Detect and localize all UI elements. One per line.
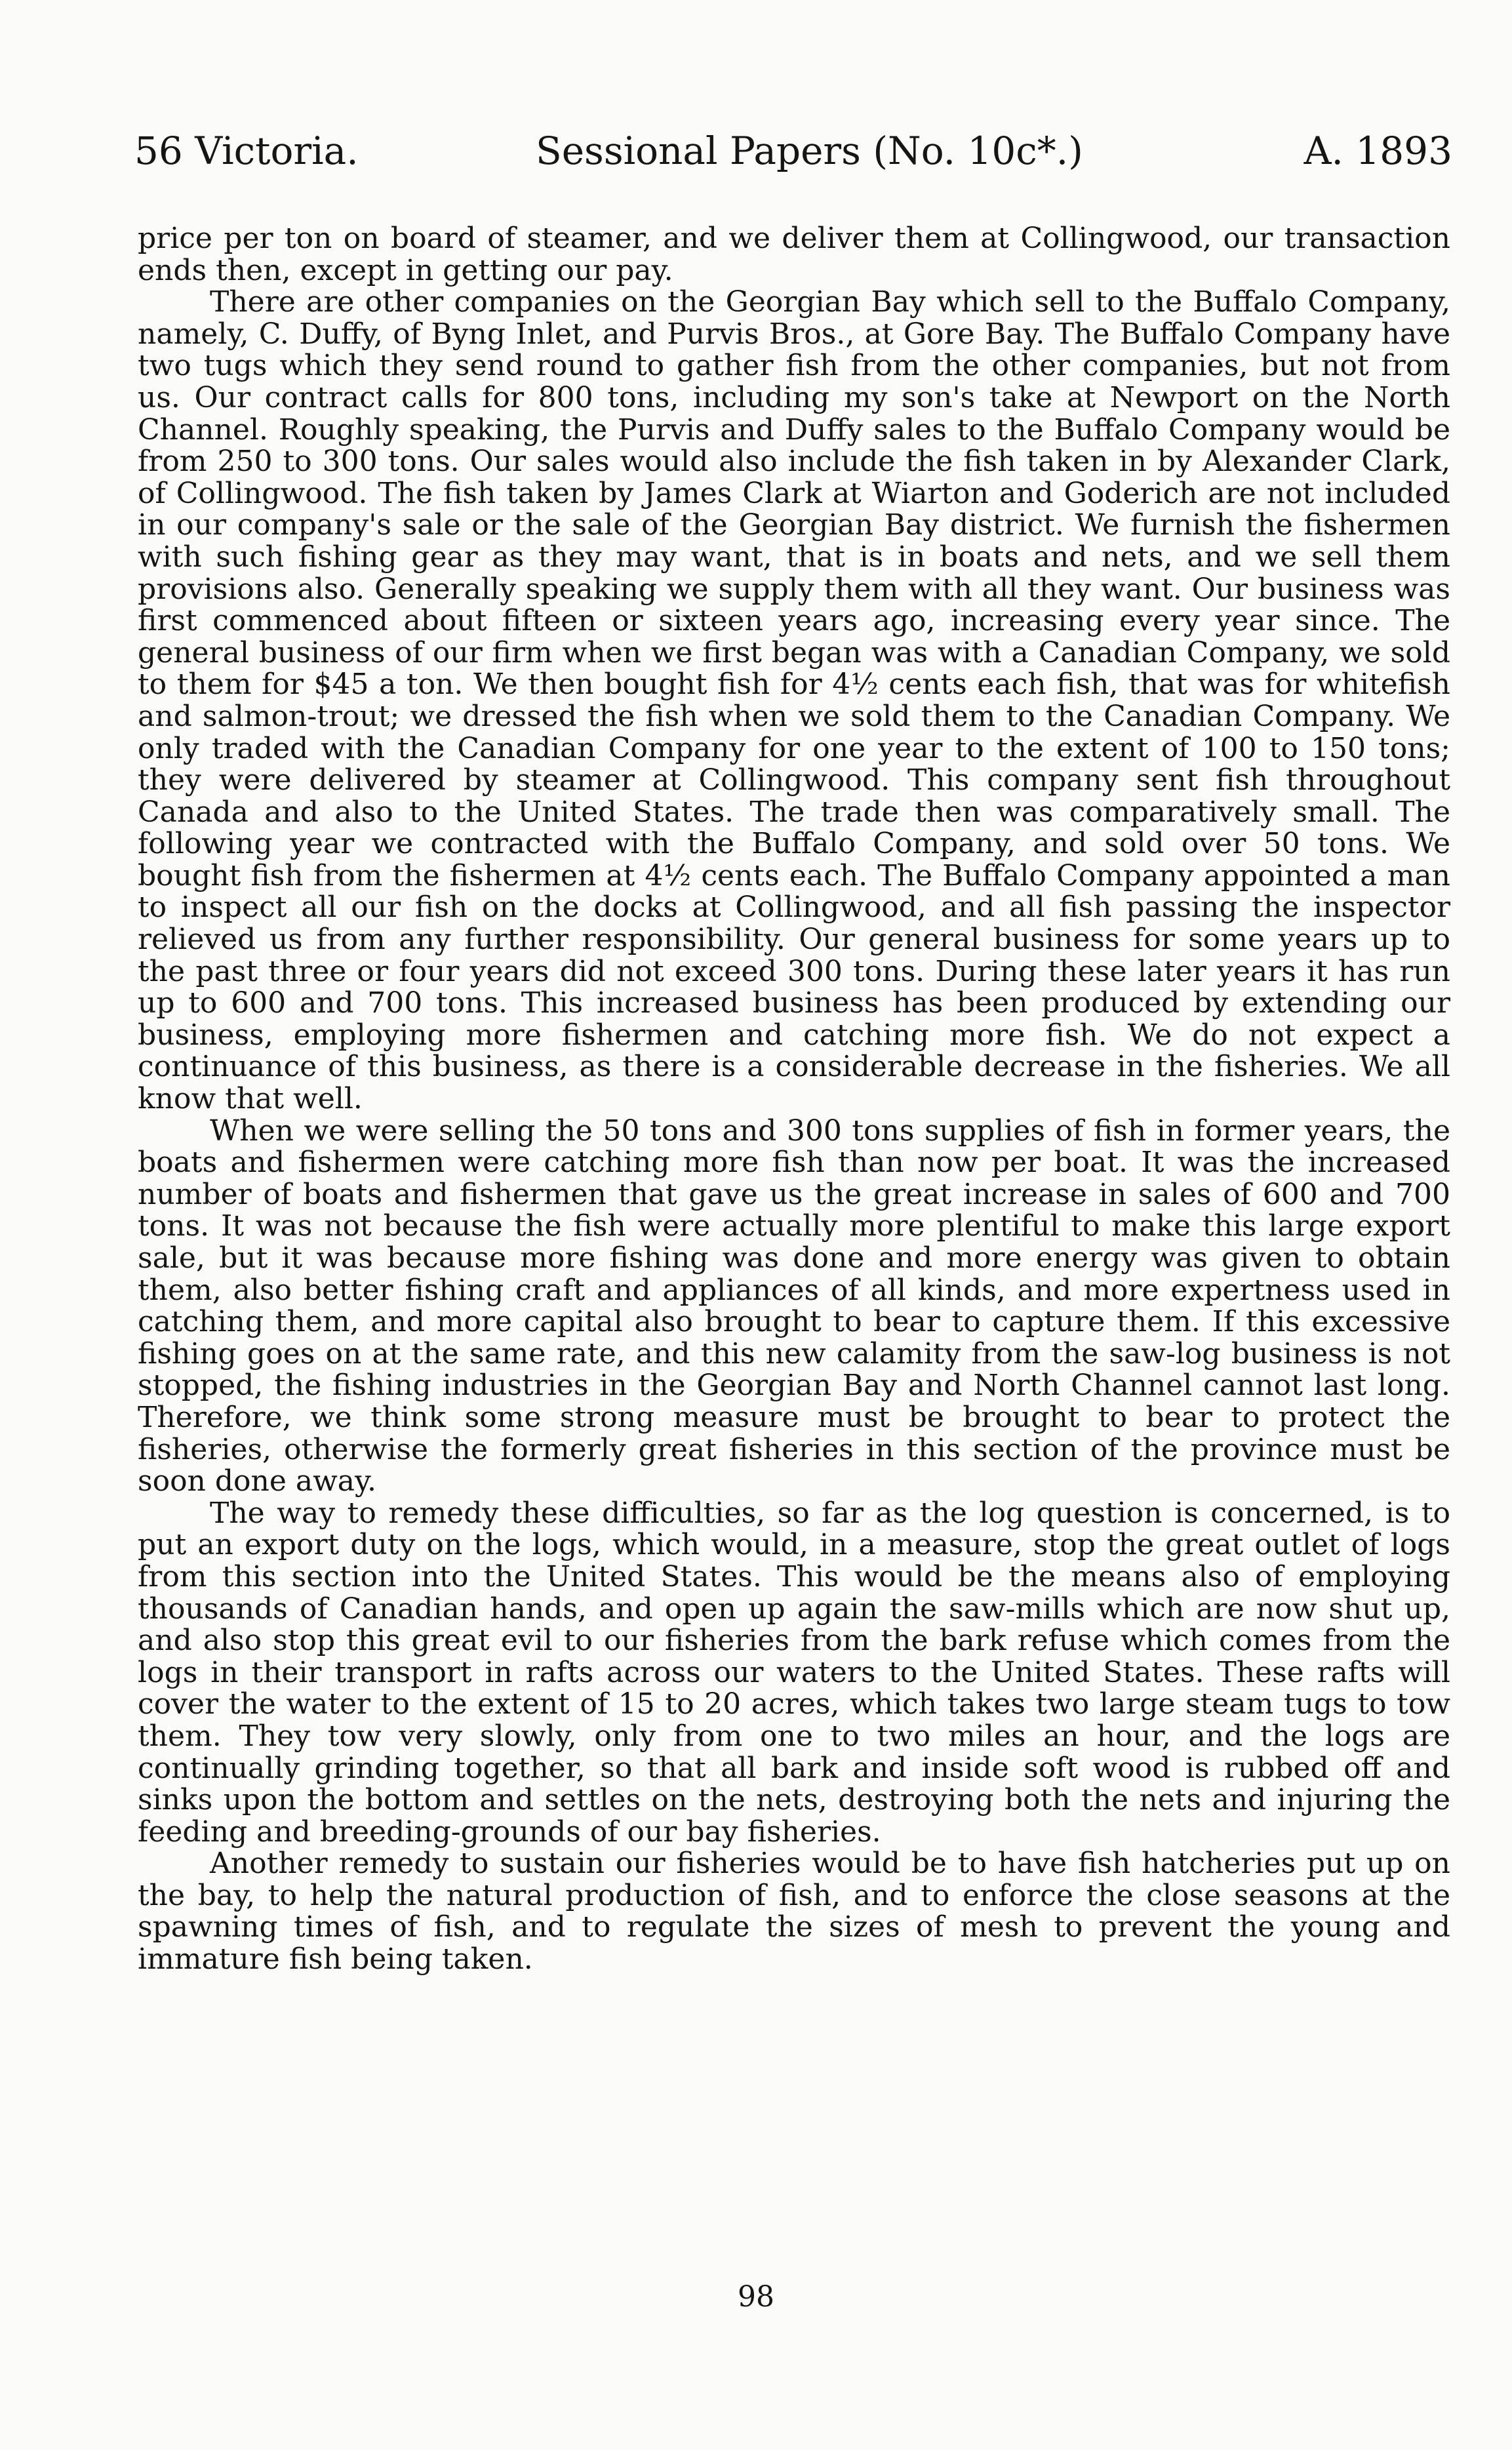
header-session: 56 Victoria. bbox=[134, 129, 359, 173]
running-header bbox=[134, 125, 1452, 177]
paragraph-4: The way to remedy these difficulties, so far as the log question is concerned, is to put an export duty on the logs, which would, in a measure, stop the great outlet of logs from this section into the United States. This would be the means also of employing thousands of Canadian hands, and open up again the saw-mills which are now shut up, and also stop this great evil to our fisheries from the bark refuse which comes from the logs in their transport in rafts across our waters to the United States. These rafts will cover the water to the extent of 15 to 20 acres, which takes two large steam tugs to tow them. They tow very slowly, only from one to two miles an hour, and the logs are continually grinding together, so that all bark and inside soft wood is rubbed off and sinks upon the bottom and settles on the nets, destroying both the nets and injuring the feeding and breeding-grounds of our bay fisheries. bbox=[138, 1496, 1450, 1849]
page-number: 98 bbox=[738, 2280, 774, 2314]
paragraph-1: price per ton on board of steamer, and we deliver them at Collingwood, our transaction ends then, except in getting our pay. bbox=[138, 222, 1450, 287]
paragraph-5: Another remedy to sustain our fisheries would be to have fish hatcheries put up on the bay, to help the natural production of fish, and to enforce the close seasons at the spawning times of fish, and to regulate the sizes of mesh to prevent the young and immature fish being taken. bbox=[138, 1847, 1450, 1977]
header-year: A. 1893 bbox=[1303, 129, 1452, 173]
paragraph-3: When we were selling the 50 tons and 300 tons supplies of fish in former years, the boats and fishermen were catching more fish than now per boat. It was the increased number of boats and fishermen that gave us the great increase in sales of 600 and 700 tons. It was not because the fish were actually more plentiful to make this large export sale, but it was because more fishing was done and more energy was given to obtain them, also better fishing craft and appliances of all kinds, and more expertness used in catching them, and more capital also brought to bear to capture them. If this excessive fishing goes on at the same rate, and this new calamity from the saw-log business is not stopped, the fishing industries in the Georgian Bay and North Channel cannot last long. Therefore, we think some strong measure must be brought to bear to protect the fisheries, otherwise the formerly great fisheries in this section of the province must be soon done away. bbox=[138, 1114, 1450, 1498]
header-title: Sessional Papers (No. 10c*.) bbox=[536, 129, 1083, 173]
page-body bbox=[138, 223, 1450, 1976]
paragraph-2: There are other companies on the Georgian Bay which sell to the Buffalo Company, namely, C. Duffy, of Byng Inlet, and Purvis Bros., at Gore Bay. The Buffalo Company have two tugs which they send round to gather fish from the other companies, but not from us. Our contract calls for 800 tons, including my son's take at Newport on the North Channel. Roughly speaking, the Purvis and Duffy sales to the Buffalo Company would be from 250 to 300 tons. Our sales would also include the fish taken in by Alexander Clark, of Collingwood. The fish taken by James Clark at Wiarton and Goderich are not included in our company's sale or the sale of the Georgian Bay district. We furnish the fishermen with such fishing gear as they may want, that is in boats and nets, and we sell them provisions also. Generally speaking we supply them with all they want. Our business was first commenced about fifteen or sixteen years ago, increasing every year since. The general business of our firm when we first began was with a Canadian Company, we sold to them for $45 a ton. We then bought fish for 4½ cents each fish, that was for whitefish and salmon-trout; we dressed the fish when we sold them to the Canadian Company. We only traded with the Canadian Company for one year to the extent of 100 to 150 tons; they were delivered by steamer at Collingwood. This company sent fish throughout Canada and also to the United States. The trade then was comparatively small. The following year we contracted with the Buffalo Company, and sold over 50 tons. We bought fish from the fishermen at 4½ cents each. The Buffalo Company appointed a man to inspect all our fish on the docks at Collingwood, and all fish passing the inspector relieved us from any further responsibility. Our general business for some years up to the past three or four years did not exceed 300 tons. During these later years it has run up to 600 and 700 tons. This increased business has been produced by extending our business, employing more fishermen and catching more fish. We do not expect a continuance of this business, as there is a considerable decrease in the fisheries. We all know that well. bbox=[138, 285, 1450, 1116]
